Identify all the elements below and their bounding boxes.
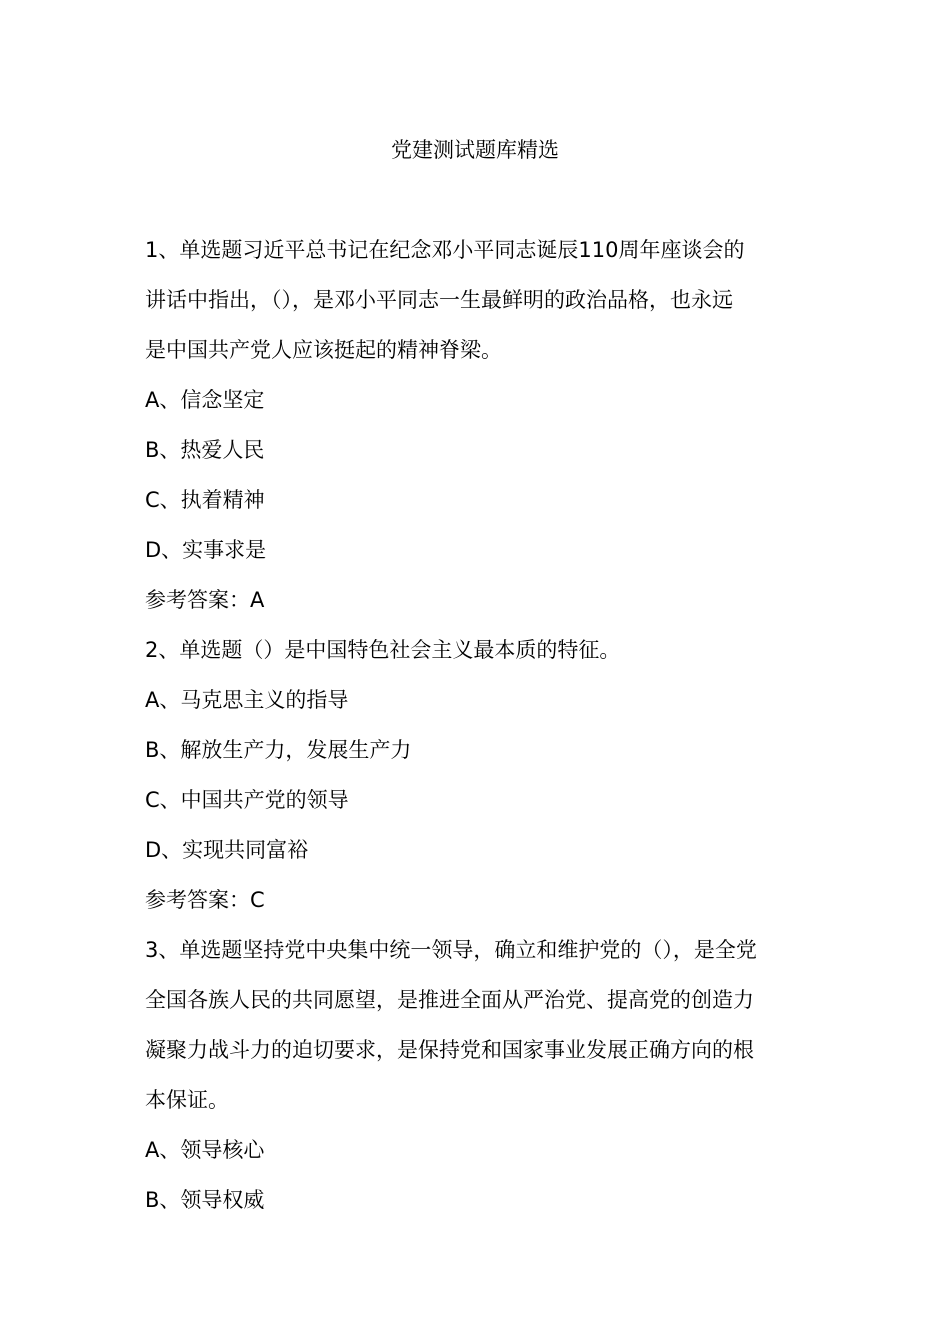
question-1-text-line-1: 1、单选题习近平总书记在纪念邓小平同志诞辰110周年座谈会的 <box>145 238 745 262</box>
document-body <box>145 225 810 1225</box>
question-1-option-d: D、实事求是 <box>145 538 267 562</box>
question-2-option-a: A、马克思主义的指导 <box>145 688 349 712</box>
question-2-option-b: B、解放生产力，发展生产力 <box>145 738 412 762</box>
question-2-option-c: C、中国共产党的领导 <box>145 788 349 812</box>
question-2-text-line-1: 2、单选题（）是中国特色社会主义最本质的特征。 <box>145 638 621 662</box>
question-1-option-c: C、执着精神 <box>145 488 265 512</box>
question-3-option-b: B、领导权威 <box>145 1188 265 1212</box>
question-1-text-line-2: 讲话中指出，（），是邓小平同志一生最鲜明的政治品格，也永远 <box>145 288 733 312</box>
question-1-option-a: A、信念坚定 <box>145 388 265 412</box>
question-2-answer: 参考答案：C <box>145 888 265 912</box>
question-1-answer: 参考答案：A <box>145 588 265 612</box>
question-3-text-line-4: 本保证。 <box>145 1088 229 1112</box>
question-1-option-b: B、热爱人民 <box>145 438 265 462</box>
question-2-option-d: D、实现共同富裕 <box>145 838 309 862</box>
question-3-text-line-2: 全国各族人民的共同愿望，是推进全面从严治党、提高党的创造力 <box>145 988 754 1012</box>
document-title: 党建测试题库精选 <box>391 138 559 162</box>
question-3-text-line-1: 3、单选题坚持党中央集中统一领导，确立和维护党的（），是全党 <box>145 938 757 962</box>
question-3-option-a: A、领导核心 <box>145 1138 265 1162</box>
question-1-text-line-3: 是中国共产党人应该挺起的精神脊梁。 <box>145 338 502 362</box>
question-3-text-line-3: 凝聚力战斗力的迫切要求，是保持党和国家事业发展正确方向的根 <box>145 1038 754 1062</box>
